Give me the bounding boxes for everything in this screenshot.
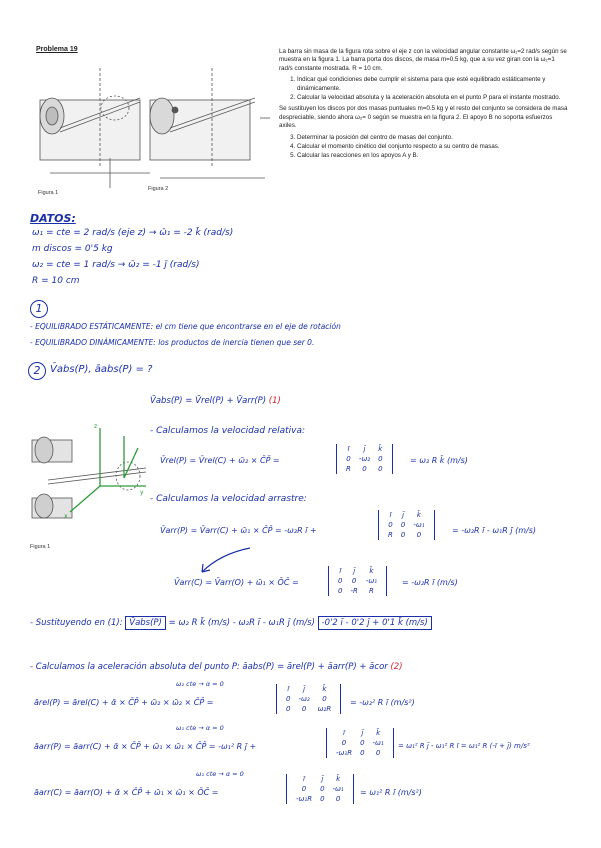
matrix-cell: -ω₁: [372, 739, 384, 747]
matrix-cell: ȷ̄: [363, 445, 366, 453]
matrix-cell: 0: [320, 795, 325, 803]
matrix-cell: ī: [287, 685, 290, 693]
matrix-row: [384, 520, 429, 530]
aarr-note: ω₁ cte → α = 0: [176, 724, 224, 732]
matrix-row: [292, 784, 348, 794]
matrix-cell: 0: [286, 695, 291, 703]
section-1-number: 1: [30, 300, 48, 318]
accel-line: [30, 662, 403, 672]
figure-1-sketch: [28, 420, 152, 540]
matrix-cell: ȷ̄: [321, 775, 324, 783]
matrix-row: [334, 576, 381, 586]
eq-ref-2: (2): [390, 662, 403, 672]
matrix-cell: R: [346, 465, 351, 473]
svg-text:z: z: [94, 423, 98, 430]
vabs-equation-text: V̄abs(P) = V̄rel(P) + V̄arr(P): [150, 396, 267, 406]
matrix-cell: -ω₁: [332, 785, 344, 793]
matrix-cell: ȷ̄: [303, 685, 306, 693]
matrix-cell: 0: [322, 695, 327, 703]
varrc-lhs: V̄arr(C) = V̄arr(O) + ω̄₁ × ŌC̄ =: [174, 578, 299, 587]
matrix-cell: ī: [389, 511, 392, 519]
matrix-row: [332, 728, 388, 738]
varr-result: = -ω₂R ī - ω₁R ȷ̄ (m/s): [452, 526, 537, 535]
matrix-cell: ī: [339, 567, 342, 575]
varr-lhs: V̄arr(P) = V̄arr(C) + ω̄₁ × C̄P̄ = -ω₂R ī +: [160, 526, 317, 535]
matrix-cell: k̄: [376, 729, 381, 737]
dato-mass: m discos = 0'5 kg: [32, 244, 113, 254]
matrix-cell: 0: [378, 465, 383, 473]
matrix-row: [342, 464, 387, 474]
matrix-row: [332, 748, 388, 758]
figure-2-label: Figura 2: [148, 186, 169, 192]
matrix-aarr: [326, 728, 394, 758]
matrix-row: [292, 794, 348, 804]
aarrc-note: ω₁ cte → α = 0: [196, 770, 244, 778]
question-2: 2. Calcular la velocidad absoluta y la aceleración absoluta en el punto P para el instante mostrado.: [297, 94, 569, 102]
matrix-cell: 0: [286, 705, 291, 713]
matrix-cell: 0: [320, 785, 325, 793]
matrix-row: [292, 774, 348, 784]
matrix-cell: 0: [351, 577, 357, 585]
matrix-cell: 0: [346, 455, 351, 463]
matrix-cell: ȷ̄: [361, 729, 364, 737]
aarr-result: = ω₁² R ȷ̄ - ω₁² R ī = ω₁² R (-ī + ȷ̄) m/s²: [398, 742, 530, 750]
matrix-cell: 0: [378, 455, 383, 463]
aarr-lhs: āarr(P) = āarr(C) + ᾱ × C̄P̄ + ω̄₁ × ω̄₁ × C̄P̄ = -ω₁² R ȷ̄ +: [34, 742, 257, 751]
figure-1-label: Figura 1: [38, 190, 59, 196]
calc-relative-velocity: - Calculamos la velocidad relativa:: [150, 426, 306, 436]
matrix-cell: 0: [341, 739, 347, 747]
matrix-cell: -ω₂: [358, 455, 371, 463]
matrix-cell: k̄: [416, 511, 421, 519]
matrix-cell: -ω₁: [365, 577, 378, 585]
figures-1-2: [30, 58, 275, 198]
dato-omega1: ω₁ = cte = 2 rad/s (eje z) → ω̄₁ = -2 k̄ (rad/s): [32, 228, 234, 238]
question-3: 3. Determinar la posición del centro de masas del conjunto.: [297, 134, 569, 142]
problem-statement: [279, 48, 569, 164]
matrix-cell: ω₂R: [317, 705, 332, 713]
matrix-cell: -ω₁R: [296, 795, 313, 803]
substitute-line: [30, 618, 432, 628]
matrix-cell: 0: [360, 739, 365, 747]
matrix-varr: [378, 510, 435, 540]
notes-figure-label: Figura 1: [30, 544, 51, 550]
matrix-cell: k̄: [378, 445, 383, 453]
matrix-vrel: [336, 444, 393, 474]
vabs-result-boxed: -0'2 ī - 0'2 ȷ̄ + 0'1 k̄ (m/s): [318, 616, 432, 630]
mid-text: Se sustituyen los discos por dos masas puntuales m=0.5 kg y el resto del conjunto se considera de masa despreciable, siendo ahora ω₂= 0 según se muestra en la figura 2. El apoyo B no soporta esfuerzos axiles.: [279, 105, 568, 130]
matrix-cell: 0: [338, 577, 343, 585]
dato-radius: R = 10 cm: [32, 276, 80, 286]
matrix-cell: 0: [400, 531, 406, 539]
datos-title: DATOS:: [30, 212, 76, 225]
svg-text:y: y: [140, 489, 144, 496]
substitute-label: - Sustituyendo en (1):: [30, 618, 123, 628]
matrix-cell: 0: [375, 749, 381, 757]
matrix-cell: k̄: [369, 567, 374, 575]
dato-omega2: ω₂ = cte = 1 rad/s → ω̄₂ = -1 j̄ (rad/s): [32, 260, 200, 270]
matrix-cell: 0: [416, 531, 422, 539]
matrix-cell: -R: [350, 587, 358, 595]
arel-lhs: ārel(P) = ārel(C) + ᾱ × C̄P̄ + ω̄₂ × ω̄₂ × C̄P̄ =: [34, 698, 214, 707]
arel-note: ω₂ cte → α = 0: [176, 680, 224, 688]
eq-ref-1: (1): [268, 396, 281, 406]
matrix-cell: R: [388, 531, 393, 539]
question-4: 4. Calcular el momento cinético del conjunto respecto a su centro de masas.: [297, 143, 569, 151]
matrix-cell: ī: [347, 445, 350, 453]
matrix-cell: 0: [301, 705, 307, 713]
matrix-cell: 0: [400, 521, 406, 529]
arel-result: = -ω₂² R ī (m/s²): [350, 698, 415, 707]
intro-text: La barra sin masa de la figura rota sobre el eje z con la velocidad angular constante ω₁=2 rad/s según se muestra en la figura 1. La barra porta dos discos, de masa m=0.5 kg, que a su vez giran con la ω₂=1 rad/s constante mostrada. R = 10 cm.: [279, 48, 567, 72]
section-2-title: V̄abs(P), āabs(P) = ?: [50, 364, 153, 375]
matrix-row: [282, 684, 335, 694]
matrix-row: [334, 566, 381, 576]
substitute-middle: = ω₂ R k̄ (m/s) - ω₂R ī - ω₁R ȷ̄ (m/s): [168, 618, 315, 628]
matrix-cell: k̄: [322, 685, 327, 693]
matrix-cell: 0: [338, 587, 343, 595]
aarrc-lhs: āarr(C) = āarr(O) + ᾱ × C̄P̄ + ω̄₁ × ω̄₁ × ŌC̄ =: [34, 788, 219, 797]
matrix-row: [342, 454, 387, 464]
accel-title: - Calculamos la aceleración absoluta del punto P:: [30, 662, 240, 672]
matrix-cell: 0: [362, 465, 367, 473]
calc-drag-velocity: - Calculamos la velocidad arrastre:: [150, 494, 307, 504]
vabs-equation: [150, 396, 281, 406]
matrix-aarrc: [286, 774, 354, 804]
matrix-cell: R: [369, 587, 374, 595]
problem-title: Problema 19: [36, 46, 78, 53]
matrix-row: [282, 694, 335, 704]
matrix-arel: [276, 684, 341, 714]
matrix-row: [332, 738, 388, 748]
matrix-varrc: [328, 566, 387, 596]
vrel-result: = ω₂ R k̄ (m/s): [410, 456, 468, 465]
question-1: 1. Indicar qué condiciones debe cumplir el sistema para que esté equilibrado estáticamente y dinámicamente.: [297, 76, 569, 93]
matrix-cell: 0: [388, 521, 393, 529]
aarrc-result: = ω₁² R ī (m/s²): [360, 788, 422, 797]
matrix-row: [342, 444, 387, 454]
matrix-cell: ī: [343, 729, 345, 737]
matrix-cell: 0: [301, 785, 307, 793]
matrix-cell: ȷ̄: [402, 511, 405, 519]
matrix-cell: -ω₁R: [336, 749, 353, 757]
varrc-result: = -ω₂R ī (m/s): [402, 578, 458, 587]
arrow-to-varrc: [190, 544, 260, 578]
accel-equation: āabs(P) = ārel(P) + āarr(P) + ācor: [242, 662, 388, 672]
matrix-cell: -ω₁: [413, 521, 425, 529]
question-5: 5. Calcular las reacciones en los apoyos A y B.: [297, 152, 569, 160]
matrix-row: [282, 704, 335, 714]
matrix-cell: ī: [303, 775, 305, 783]
vabs-boxed: V̄abs(P): [125, 616, 166, 630]
matrix-cell: ȷ̄: [353, 567, 356, 575]
matrix-cell: k̄: [336, 775, 341, 783]
section-2-number: 2: [28, 362, 46, 380]
static-balance-note: - EQUILIBRADO ESTÁTICAMENTE: el cm tiene que encontrarse en el eje de rotación: [30, 322, 341, 331]
matrix-row: [334, 586, 381, 596]
svg-text:x: x: [64, 513, 68, 520]
dynamic-balance-note: - EQUILIBRADO DINÁMICAMENTE: los productos de inercia tienen que ser 0.: [30, 338, 315, 347]
matrix-row: [384, 510, 429, 520]
matrix-cell: -ω₂: [298, 695, 310, 703]
vrel-lhs: V̄rel(P) = V̄rel(C) + ω̄₂ × C̄P̄ =: [160, 456, 280, 465]
matrix-cell: 0: [335, 795, 341, 803]
matrix-cell: 0: [360, 749, 365, 757]
matrix-row: [384, 530, 429, 540]
